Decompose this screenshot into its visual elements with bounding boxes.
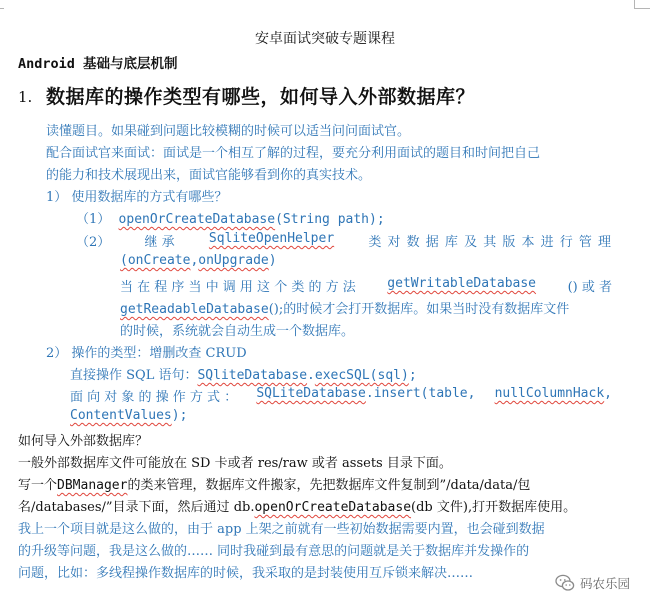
point-1b-line-1: （2） 继 承 SqliteOpenHelper 类 对 数 据 库 及 其 版 本 进 行 管 理: [76, 231, 612, 250]
point-1b-line-5: 的时候，系统就会自动生成一个数据库。: [120, 324, 355, 339]
intro-line-2: 配合面试官来面试：面试是一个相互了解的过程，要充分利用面试的题目和时间把自己: [46, 146, 541, 161]
wechat-icon: [555, 573, 575, 593]
experience-line-1: 我上一个项目就是这么做的，由于 app 上架之前就有一些初始数据需要内置，也会碰到数据: [18, 522, 545, 537]
point-1b-line-4: getReadableDatabase();的时候才会打开数据库。如果当时没有数据库文件: [120, 302, 570, 317]
experience-line-2: 的升级等问题，我是这么做的…… 同时我碰到最有意思的问题就是关于数据库并发操作的: [18, 544, 530, 559]
point-1b-line-2: (onCreate,onUpgrade): [120, 253, 277, 268]
import-line-2: 写一个DBManager的类来管理，数据库文件搬家，先把数据库文件复制到”/data/data/包: [18, 478, 531, 493]
section-heading: Android 基础与底层机制: [18, 56, 178, 72]
point-1b-line-3: 当 在 程 序 当 中 调 用 这 个 类 的 方 法 getWritableDatabase () 或 者: [120, 276, 612, 295]
point-2-heading: 2） 操作的类型：增删改查 CRUD: [46, 346, 247, 361]
point-1a: （1） openOrCreateDatabase(String path);: [76, 212, 385, 227]
page-corner-mark: [0, 8, 4, 9]
watermark: [555, 573, 630, 593]
import-line-3: 名/databases/”目录下面，然后通过 db.openOrCreateDatabase(db 文件),打开数据库使用。: [18, 500, 577, 515]
point-1-heading: 1） 使用数据库的方式有哪些？: [46, 190, 228, 205]
intro-line-1: 读懂题目。如果碰到问题比较模糊的时候可以适当问问面试官。: [46, 124, 411, 139]
question-number: 1.: [18, 88, 33, 106]
intro-line-3: 的能力和技术展现出来，面试官能够看到你的真实技术。: [46, 168, 372, 183]
document-title: 安卓面试突破专题课程: [255, 31, 395, 47]
import-heading: 如何导入外部数据库？: [18, 434, 149, 449]
experience-line-3: 问题，比如：多线程操作数据库的时候，我采取的是封装使用互斥锁来解决……: [18, 566, 474, 581]
point-2-sql: 直接操作 SQL 语句：SQliteDatabase.execSQL(sql);: [70, 368, 417, 383]
page-corner-mark: [634, 8, 650, 9]
point-2-oo-line-2: ContentValues);: [70, 408, 188, 423]
import-line-1: 一般外部数据库文件可能放在 SD 卡或者 res/raw 或者 assets 目录下面。: [18, 456, 452, 471]
page-corner-mark: [634, 0, 635, 8]
watermark-text: 码农乐园: [579, 576, 630, 591]
question-heading: 数据库的操作类型有哪些，如何导入外部数据库？: [46, 86, 476, 108]
point-2-oo-line-1: 面 向 对 象 的 操 作 方 式 ： SQLiteDatabase.insert(table, nullColumnHack,: [70, 386, 612, 405]
